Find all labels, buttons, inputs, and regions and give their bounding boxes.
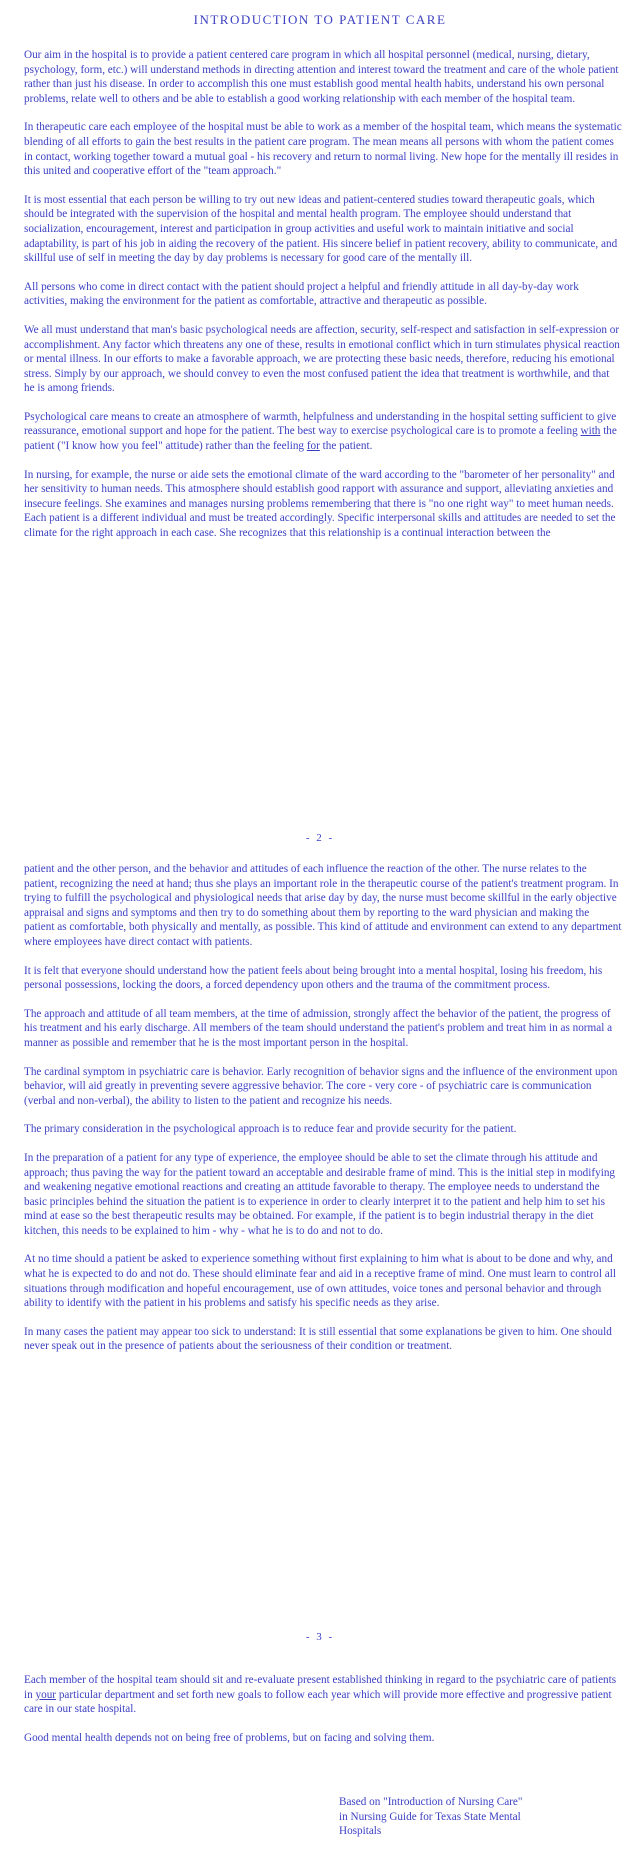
psych-text-3: the patient.	[319, 440, 373, 453]
psych-with-underlined: with	[580, 425, 601, 438]
paragraph-team-care: In therapeutic care each employee of the hospital must be able to work as a member of the hospital team, which means the systematic blending of all efforts to gain the best results in the patient care program. The mean means all persons with whom the patient comes in contact, working together toward a mutual goal - his recovery and return to normal living. New hope for the mentally ill resides in this united and cooperative effort of the "team approach."	[24, 121, 622, 178]
psych-text-2: the patient ("I know how you feel" attitude) rather than the feeling	[24, 425, 617, 453]
paragraph-aim: Our aim in the hospital is to provide a patient centered care program in which all hospital personnel (medical, nursing, dietary, psychology, form, etc.) will understand methods in directing attention and interest toward the treatment and care of the whole patient rather than just his disease. In order to accomplish this one must establish good mental health habits, understand his own personal problems, relate well to others and be able to establish a good working relationship with each member of the hospital team.	[24, 49, 619, 105]
credit-line-1: Based on "Introduction of Nursing Care"	[339, 1796, 523, 1808]
paragraph-friendly-attitude: All persons who come in direct contact with the patient should project a helpful and friendly attitude in all day-by-day work activities, making the environment for the patient as comfortable, attractive and therapeutic as possible.	[24, 280, 579, 308]
page-number-3: - 3 -	[305, 1631, 335, 1643]
your-underlined: your	[35, 1688, 57, 1701]
page-3-section	[24, 1673, 622, 1745]
paragraph-cardinal-symptom: The cardinal symptom in psychiatric care is behavior. Early recognition of behavior signs and the influence of the environment upon behavior, will aid greatly in preventing severe aggressive behavior. The core - very core - of psychiatric care is communication (verbal and non-verbal), the ability to listen to the patient and recognize his needs.	[24, 1065, 618, 1107]
paragraph-psychological-care	[24, 410, 622, 454]
paragraph-re-evaluate	[24, 1673, 622, 1717]
intro-section	[24, 48, 622, 541]
paragraph-explaining: At no time should a patient be asked to experience something without first explaining to him what is about to be done and why, and what he is expected to do and not do. These should eliminate fear and aid in a receptive frame of mind. One must learn to control all situations through modification and hopeful encouragement, use of own attitudes, voice tones and personal behavior and through ability to identify with the patient in his problems and satisfy his specific needs as they arise.	[24, 1253, 616, 1310]
paragraph-nurse-relates: patient and the other person, and the behavior and attitudes of each influence the reaction of the other. The nurse relates to the patient, recognizing the need at hand; thus she plays an important role in the therapeutic course of the patient's treatment program. In trying to fulfill the psychological and physiological needs that arise day by day, the nurse must become skillful in the early objective appraisal and signs and symptoms and then try to do something about them by reporting to the ward physician and making the patient as comfortable, both physically and mentally, as possible. This kind of attitude and environment can extend to any department where employees have direct contact with patients.	[24, 863, 622, 948]
page-number-2: - 2 -	[305, 832, 335, 844]
paragraph-closing: Good mental health depends not on being free of problems, but on facing and solving them.	[24, 1731, 435, 1744]
paragraph-basic-needs: We all must understand that man's basic psychological needs are affection, security, self-respect and satisfaction in self-expression or accomplishment. Any factor which threatens any one of these, results in emotional conflict which in turn stimulates physical reaction or mental illness. In our efforts to make a favorable approach, we are protecting these basic needs, therefore, reducing his emotional stress. Simply by our approach, we should convey to even the most confused patient the idea that treatment is worthwhile, and that he is among friends.	[24, 323, 620, 395]
re-evaluate-text-1: Each member of the hospital team should sit and re-evaluate present established thinking in regard to the psychiatric care of patients in	[24, 1674, 617, 1701]
psych-for-underlined: for	[306, 440, 320, 453]
credit-line-2: in Nursing Guide for Texas State Mental	[339, 1810, 521, 1823]
page-title: INTRODUCTION TO PATIENT CARE	[193, 12, 447, 27]
psych-text-1: Psychological care means to create an atmosphere of warmth, helpfulness and understanding in the hospital setting sufficient to give reassurance, emotional support and hope for the patient. The best way to exercise psychological care is to promote a feeling	[24, 410, 617, 438]
source-credit	[339, 1795, 629, 1839]
paragraph-admission: The approach and attitude of all team members, at the time of admission, strongly affect the behavior of the patient, the progress of his treatment and his early discharge. All members of the team should understand the patient's problem and treat him in as normal a manner as possible and remember that he is the most important person in the hospital.	[24, 1007, 613, 1049]
paragraph-primary-consideration: The primary consideration in the psychological approach is to reduce fear and provide security for the patient.	[24, 1123, 517, 1136]
paragraph-nursing: In nursing, for example, the nurse or aide sets the emotional climate of the ward according to the "barometer of her personality" and her sensitivity to human needs. This atmosphere should establish good rapport with assurance and support, alleviating anxieties and insecure feelings. She examines and manages nursing problems remembering that there is "no one right way" to meet human needs. Each patient is a different individual and must be treated accordingly. Specific interpersonal skills and attitudes are needed to set the climate for the right approach in each case. She recognizes that this relationship is a continual interaction between the	[24, 468, 616, 540]
re-evaluate-text-2: particular department and set forth new goals to follow each year which will provide more effective and progressive patient care in our state hospital.	[24, 1688, 612, 1716]
paragraph-too-sick: In many cases the patient may appear too sick to understand: It is still essential that some explanations be given to him. One should never speak out in the presence of patients about the seriousness of their condition or treatment.	[24, 1325, 612, 1353]
paragraph-patient-feels: It is felt that everyone should understand how the patient feels about being brought into a mental hospital, losing his freedom, his personal possessions, locking the doors, a forced dependency upon others and the trauma of the commitment process.	[24, 964, 603, 992]
paragraph-preparation: In the preparation of a patient for any type of experience, the employee should be able to set the climate through his attitude and approach; thus paving the way for the patient toward an acceptable and desirable frame of mind. This is the initial step in modifying and weakening negative emotional reactions and creating an attitude favorable to therapy. The employee needs to understand the basic principles behind the situation the patient is to experience in order to clearly interpret it to the patient and help him to set his mind at ease so the best therapeutic results may be obtained. For example, if the patient is to begin industrial therapy in the diet kitchen, this needs to be explained to him - why - what he is to do and not to do.	[24, 1151, 616, 1237]
paragraph-new-ideas: It is most essential that each person be willing to try out new ideas and patient-centered studies toward therapeutic goals, which should be integrated with the supervision of the hospital and mental health program. The employee should understand that socialization, encouragement, interest and participation in group activities and useful work to maintain initiative and social adaptability, is part of his job in aiding the recovery of the patient. His sincere belief in patient recovery, ability to communicate, and skillful use of self in meeting the day by day problems is necessary for good care of the mentally ill.	[24, 193, 618, 265]
page-2-section	[24, 862, 622, 1354]
credit-line-3: Hospitals	[339, 1825, 382, 1838]
